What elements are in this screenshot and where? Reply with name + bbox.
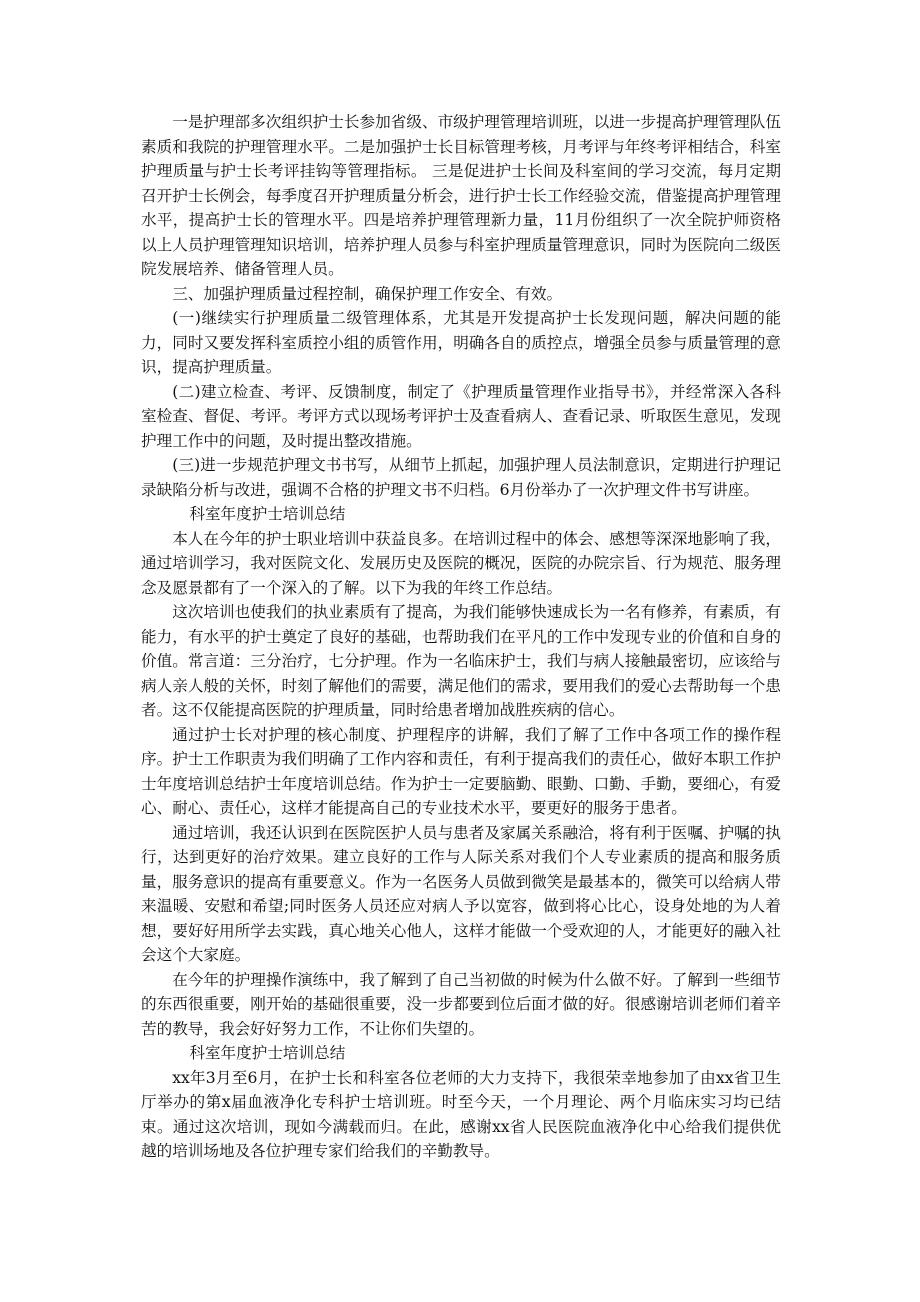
paragraph-item-3: (三)进一步规范护理文书书写，从细节上抓起，加强护理人员法制意识，定期进行护理记录缺陷分析与改进，强调不合格的护理文书不归档。6月份举办了一次护理文件书写讲座。	[141, 456, 781, 499]
paragraph-item-1: (一)继续实行护理质量二级管理体系，尤其是开发提高护士长发现问题，解决问题的能力，同时又要发挥科室质控小组的质管作用，明确各自的质控点，增强全员参与质量管理的意识，提高护理质量。	[141, 309, 781, 376]
paragraph-item-2: (二)建立检查、考评、反馈制度，制定了《护理质量管理作业指导书》，并经常深入各科室检查、督促、考评。考评方式以现场考评护士及查看病人、查看记录、听取医生意见，发现护理工作中的问题，及时提出整改措施。	[141, 382, 781, 450]
paragraph-head-nurse-training: 一是护理部多次组织护士长参加省级、市级护理管理培训班，以进一步提高护理管理队伍素质和我院的护理管理水平。二是加强护士长目标管理考核，月考评与年终考评相结合，科室护理质量与护士长考评挂钩等管理指标。 三是促进护士长间及科室间的学习交流，每月定期召开护士长例会，每季度召开护理质量分析会，进行护士长工作经验交流，借鉴提高护理管理水平，提高护士长的管理水平。四是培养护理管理新力量，11月份组织了一次全院护师资格以上人员护理管理知识培训，培养护理人员参与科室护理质量管理意识，同时为医院向二级医院发展培养、储备管理人员。	[141, 113, 781, 278]
paragraph-relationships: 通过培训，我还认识到在医院医护人员与患者及家属关系融洽，将有利于医嘱、护嘱的执行，达到更好的治疗效果。建立良好的工作与人际关系对我们个人专业素质的提高和服务质量，服务意识的提高有重要意义。作为一名医务人员做到微笑是最基本的，微笑可以给病人带来温暖、安慰和希望;同时医务人员还应对病人予以宽容，做到将心比心，设身处地的为人着想，要好好用所学去实践，真心地关心他人，这样才能做一个受欢迎的人，才能更好的融入社会这个大家庭。	[141, 823, 781, 964]
paragraph-intro: 本人在今年的护士职业培训中获益良多。在培训过程中的体会、感想等深深地影响了我，通过培训学习，我对医院文化、发展历史及医院的概况，医院的办院宗旨、行为规范、服务理念及愿景都有了一个深入的了解。以下为我的年终工作总结。	[141, 529, 781, 597]
paragraph-blood-purification: xx年3月至6月，在护士长和科室各位老师的大力支持下，我很荣幸地参加了由xx省卫生厅举办的第x届血液净化专科护士培训班。时至今天，一个月理论、两个月临床实习均已结束。通过这次培训，现如今满载而归。在此，感谢xx省人民医院血液净化中心给我们提供优越的培训场地及各位护理专家们给我们的辛勤教导。	[141, 1068, 781, 1160]
section-heading-quality-control: 三、加强护理质量过程控制，确保护理工作安全、有效。	[172, 284, 563, 303]
paragraph-core-system: 通过护士长对护理的核心制度、护理程序的讲解，我们了解了工作中各项工作的操作程序。护士工作职责为我们明确了工作内容和责任，有利于提高我们的责任心，做好本职工作护士年度培训总结护士年度培训总结。作为护士一定要脑勤、眼勤、口勤、手勤，要细心，有爱心、耐心、责任心，这样才能提高自己的专业技术水平，要更好的服务于患者。	[141, 725, 781, 817]
heading-training-summary-1: 科室年度护士培训总结	[189, 505, 346, 523]
document-body	[141, 110, 781, 1164]
paragraph-practice: 在今年的护理操作演练中，我了解到了自己当初做的时候为什么做不好。了解到一些细节的东西很重要，刚开始的基础很重要，没一步都要到位后面才做的好。很感谢培训老师们着辛苦的教导，我会好好努力工作，不让你们失望的。	[141, 970, 781, 1038]
heading-training-summary-2: 科室年度护士培训总结	[189, 1044, 346, 1062]
paragraph-professional-quality: 这次培训也使我们的执业素质有了提高，为我们能够快速成长为一名有修养，有素质，有能力，有水平的护士奠定了良好的基础，也帮助我们在平凡的工作中发现专业的价值和自身的价值。常言道：三分治疗，七分护理。作为一名临床护士，我们与病人接触最密切，应该给与病人亲人般的关怀，时刻了解他们的需要，满足他们的需求，要用我们的爱心去帮助每一个患者。这不仅能提高医院的护理质量，同时给患者增加战胜疾病的信心。	[141, 603, 781, 719]
